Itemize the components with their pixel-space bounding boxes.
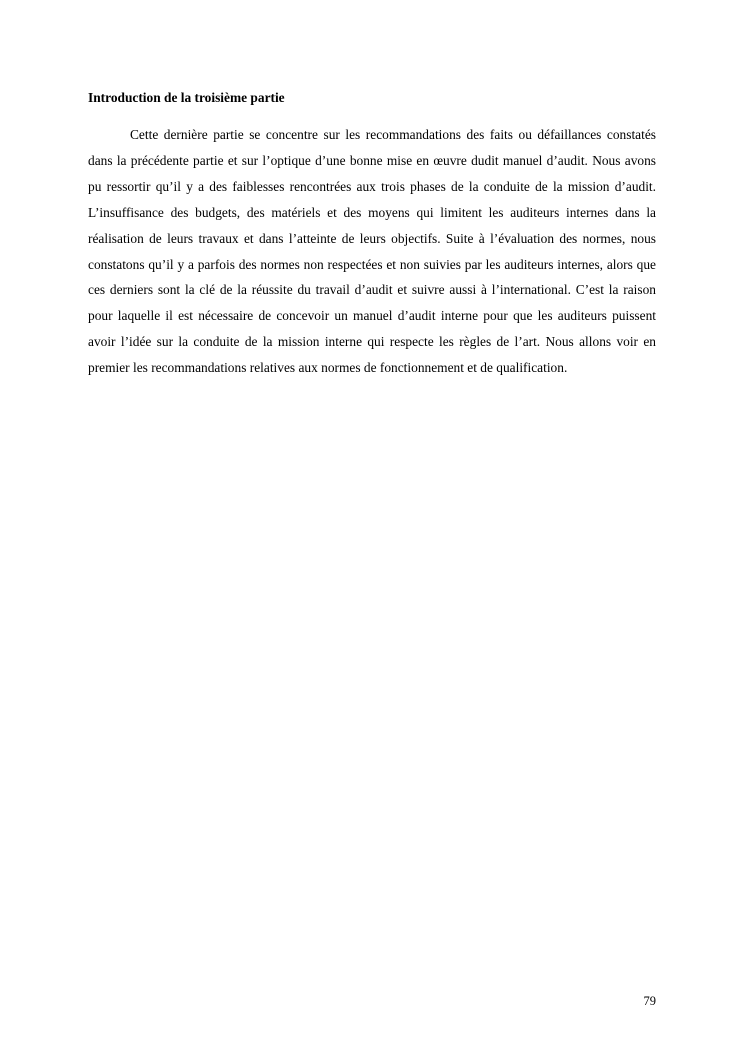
section-heading: Introduction de la troisième partie xyxy=(88,90,285,105)
body-paragraph: Cette dernière partie se concentre sur les recommandations des faits ou défaillances constatés dans la précédente partie et sur l’optique d’une bonne mise en œuvre dudit manuel d’audit. Nous avons pu ressortir qu’il y a des faiblesses rencontrées aux trois phases de la conduite de la mission d’audit. L’insuffisance des budgets, des matériels et des moyens qui limitent les auditeurs internes dans la réalisation de leurs travaux et dans l’atteinte de leurs objectifs. Suite à l’évaluation des normes, nous constatons qu’il y a parfois des normes non respectées et non suivies par les auditeurs internes, alors que ces derniers sont la clé de la réussite du travail d’audit et suivre aussi à l’international. C’est la raison pour laquelle il est nécessaire de concevoir un manuel d’audit interne pour que les auditeurs puissent avoir l’idée sur la conduite de la mission interne qui respecte les règles de l’art. Nous allons voir en premier les recommandations relatives aux normes de fonctionnement et de qualification. xyxy=(88,127,656,376)
page-number: 79 xyxy=(643,994,656,1008)
